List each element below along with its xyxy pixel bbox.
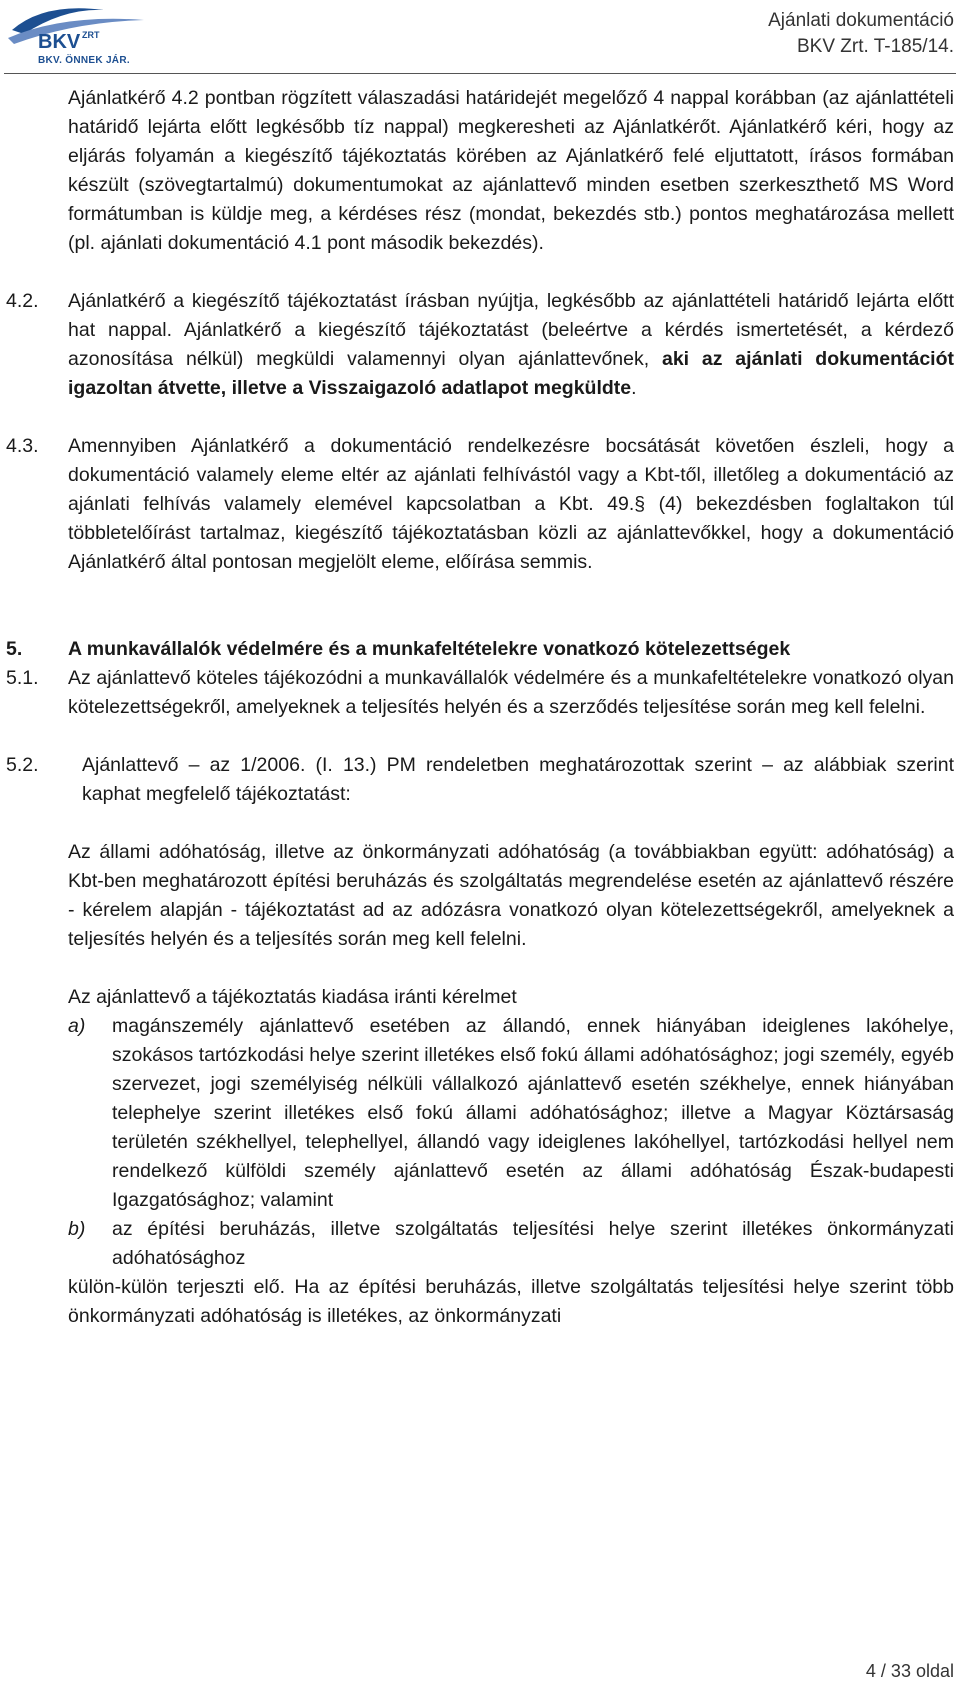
- paragraph-closing: külön-külön terjeszti elő. Ha az építési beruházás, illetve szolgáltatás teljesítési helye szerint több önkormányzati adóhatóság is illetékes, az önkormányzati: [68, 1276, 954, 1327]
- section-number: 4.2.: [6, 290, 39, 312]
- paragraph-5-1: Az ajánlattevő köteles tájékozódni a munkavállalók védelmére és a munkafeltételekre vonatkozó olyan kötelezettségekről, amelyeknek a teljesítés helyén és a szerződés teljesítése során meg kell felelni.: [68, 667, 954, 718]
- list-item: [68, 1215, 954, 1273]
- text-run: .: [631, 377, 637, 399]
- list-item-text: az építési beruházás, illetve szolgáltatás teljesítési helye szerint illetékes önkormányzati adóhatósághoz: [112, 1218, 954, 1269]
- header-info: [768, 8, 954, 60]
- list-item: [68, 1012, 954, 1215]
- section-number: 4.3.: [6, 435, 39, 457]
- document-title: Ajánlati dokumentáció: [768, 10, 954, 31]
- page-number: 4 / 33 oldal: [865, 1661, 954, 1681]
- paragraph-tax-authority: Az állami adóhatóság, illetve az önkormányzati adóhatóság (a továbbiakban együtt: adóhatóság) a Kbt-ben meghatározott építési beruházás és szolgáltatás megrendelése esetén az ajánlattevő részére - kérelem alapján - tájékoztatást ad az adózásra vonatkozó olyan kötelezettségekről, amelyeknek a teljesítés helyén és a teljesítés során meg kell felelni.: [68, 841, 954, 950]
- document-reference: BKV Zrt. T-185/14.: [796, 36, 954, 57]
- section-5-2: [6, 751, 954, 809]
- paragraph-4-3: Amennyiben Ajánlatkérő a dokumentáció rendelkezésre bocsátását követően észleli, hogy a dokumentáció valamely eleme eltér az ajánlati felhívástól vagy a Kbt-től, illetőleg a dokumentáció az ajánlati felhívás valamely elemével kapcsolatban a Kbt. 49.§ (4) bekezdésben foglaltakon túl többletelőírást tartalmaz, kiegészítő tájékoztatásban közli az ajánlattevőkkel, hogy a dokumentáció Ajánlatkérő által pontosan megjelölt eleme, előírása semmis.: [68, 435, 954, 573]
- logo-subtext: BKV. ÖNNEK JÁR.: [38, 55, 130, 66]
- section-title: A munkavállalók védelmére és a munkafeltételekre vonatkozó kötelezettségek: [68, 638, 791, 660]
- section-5-heading: [6, 635, 954, 664]
- list-marker: b): [68, 1218, 86, 1240]
- document-body: [6, 84, 954, 1331]
- paragraph-intro: Ajánlatkérő 4.2 pontban rögzített válaszadási határidejét megelőző 4 nappal korábban (az ajánlattételi határidő lejárta előtt legkésőbb tíz nappal) megkeresheti az Ajánlatkérőt. Ajánlatkérő kéri, hogy az eljárás folyamán a kiegészítő tájékoztatás körében az Ajánlatkérő felé eljuttatott, írásos formában készült (szövegtartalmú) dokumentumokat az ajánlattevő minden esetben szerkeszthető MS Word formátumban is küldje meg, a kérdéses rész (mondat, bekezdés stb.) pontos meghatározása mellett (pl. ajánlati dokumentáció 4.1 pont második bekezdés).: [68, 87, 954, 254]
- svg-text:ZRT: ZRT: [82, 30, 100, 40]
- text-run: Ajánlatkérő a kiegészítő tájékoztatást írásban nyújtja, legkésőbb az ajánlattételi határidő lejárta előtt hat nappal. Ajánlatkérő a kiegészítő tájékoztatást (beleértve a kérdés ismertetését, a kérdező azonosítása nélkül) megküldi valamennyi olyan ajánlattevőnek,: [68, 290, 954, 370]
- section-5-1: [6, 664, 954, 722]
- header-divider: [4, 73, 956, 74]
- section-number: 5.2.: [6, 754, 39, 776]
- bold-text: aki az ajánlati dokumentációt igazoltan átvette, illetve a Visszaigazoló adatlapot megküldte: [68, 348, 954, 399]
- list-item-text: magánszemély ajánlattevő esetében az állandó, ennek hiányában ideiglenes lakóhelye, szokásos tartózkodási helye szerint illetékes első fokú állami adóhatósághoz; jogi személy, egyéb szervezet, jogi személyiség nélküli vállalkozó ajánlattevő esetén székhelye, ennek hiányában telephelye szerint illetékes első fokú állami adóhatósághoz; illetve a Magyar Köztársaság területén székhellyel, telephellyel, állandó vagy ideiglenes lakóhellyel, tartózkodási hellyel nem rendelkező külföldi személy ajánlattevő esetén az állami adóhatóság Észak-budapesti Igazgatósághoz; valamint: [112, 1015, 954, 1211]
- paragraph-request: Az ajánlattevő a tájékoztatás kiadása iránti kérelmet: [68, 986, 517, 1008]
- section-4-3: [6, 432, 954, 577]
- page-header: [0, 0, 960, 74]
- section-number: 5.1.: [6, 667, 39, 689]
- section-4-2: [6, 287, 954, 403]
- list-marker: a): [68, 1015, 86, 1037]
- section-number: 5.: [6, 638, 23, 660]
- svg-text:BKV: BKV: [38, 31, 81, 53]
- paragraph-5-2: Ajánlattevő – az 1/2006. (I. 13.) PM rendeletben meghatározottak szerint – az alábbiak szerint kaphat megfelelő tájékoztatást:: [82, 754, 954, 805]
- paragraph-4-2: [68, 287, 954, 403]
